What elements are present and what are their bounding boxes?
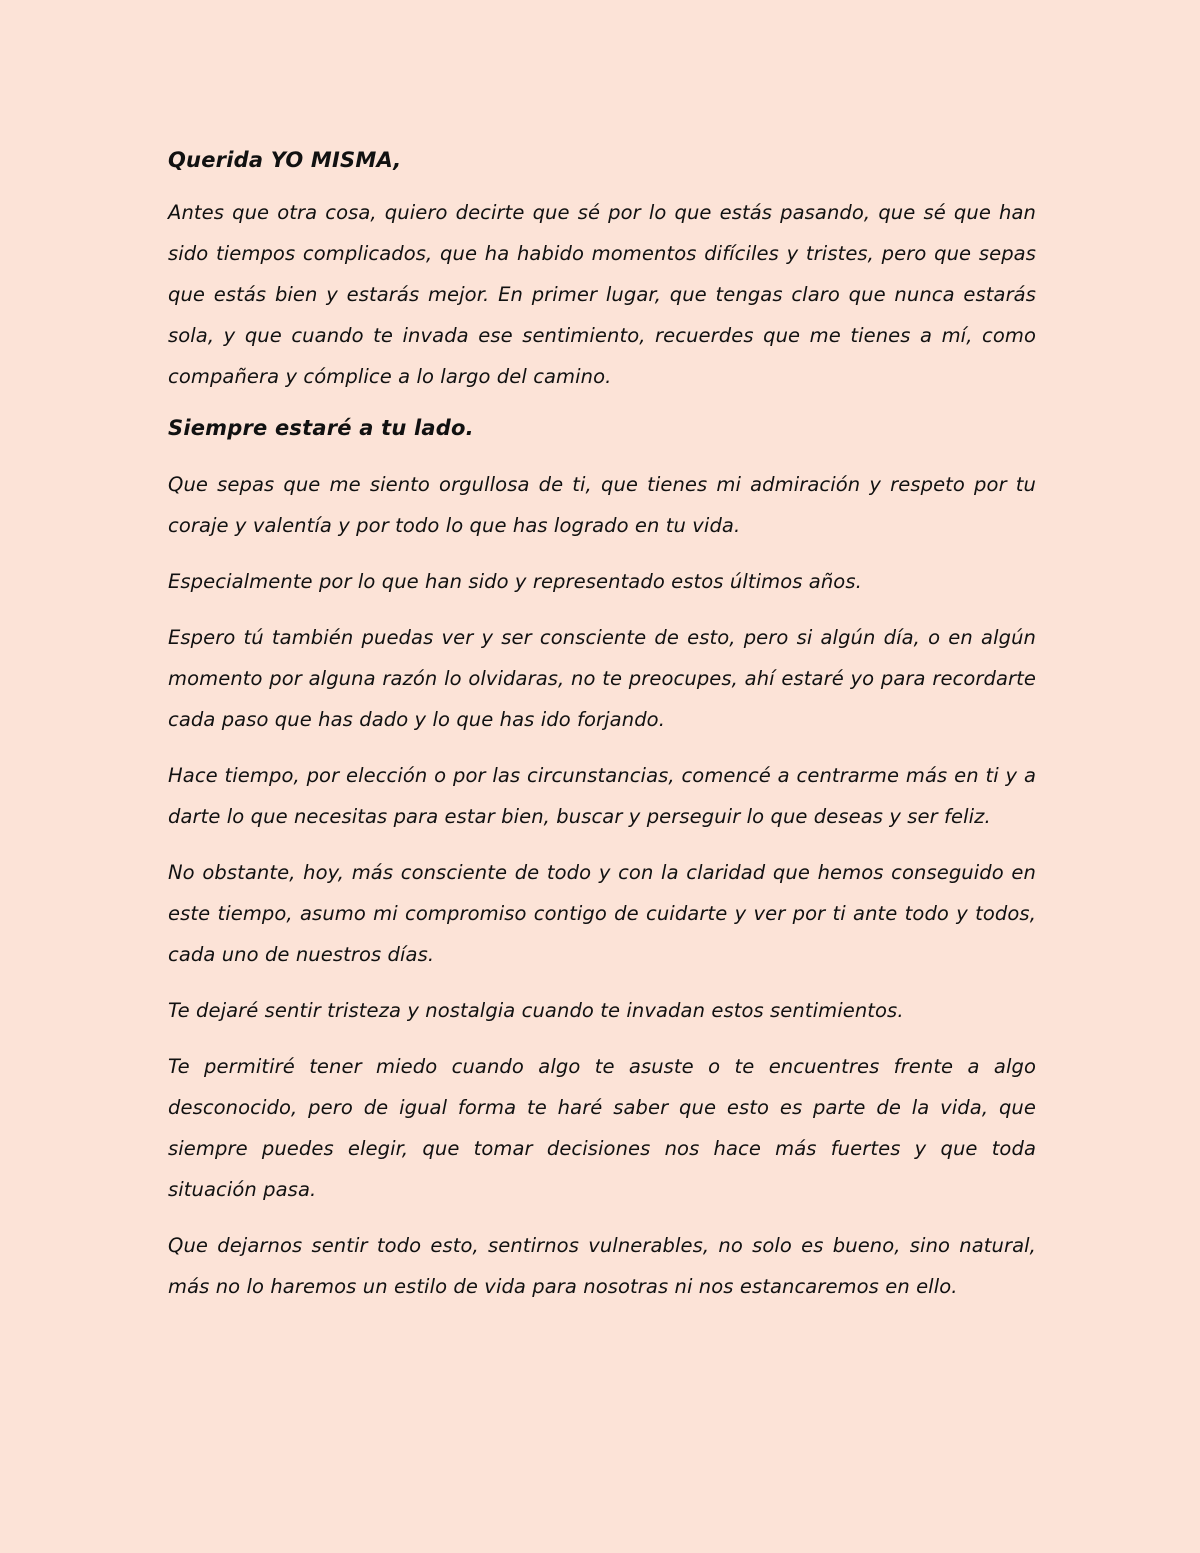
paragraph-commitment: No obstante, hoy, más consciente de todo y con la claridad que hemos conseguido en este tiempo, asumo mi compromiso contigo de cuidarte y ver por ti ante todo y todos, cada uno de nuestros días. (168, 861, 1036, 966)
paragraph-intro: Antes que otra cosa, quiero decirte que sé por lo que estás pasando, que sé que han sido tiempos complicados, que ha habido momentos difíciles y tristes, pero que sepas que estás bien y estarás mejor. En primer lugar, que tengas claro que nunca estarás sola, y que cuando te invada ese sentimiento, recuerdes que me tienes a mí, como compañera y cómplice a lo largo del camino. (168, 201, 1036, 388)
paragraph-sadness: Te dejaré sentir tristeza y nostalgia cuando te invadan estos sentimientos. (168, 999, 904, 1022)
letter-page (168, 140, 1036, 1307)
salutation: Querida YO MISMA, (168, 148, 402, 172)
paragraph-recent-years: Especialmente por lo que han sido y representado estos últimos años. (168, 570, 862, 593)
paragraph-remember: Espero tú también puedas ver y ser consciente de esto, pero si algún día, o en algún momento por alguna razón lo olvidaras, no te preocupes, ahí estaré yo para recordarte cada paso que has dado y lo que has ido forjando. (168, 626, 1036, 731)
paragraph-pride: Que sepas que me siento orgullosa de ti, que tienes mi admiración y respeto por tu coraje y valentía y por todo lo que has logrado en tu vida. (168, 473, 1036, 537)
paragraph-fear: Te permitiré tener miedo cuando algo te asuste o te encuentres frente a algo desconocido, pero de igual forma te haré saber que esto es parte de la vida, que siempre puedes elegir, que tomar decisiones nos hace más fuertes y que toda situación pasa. (168, 1055, 1036, 1201)
paragraph-focus: Hace tiempo, por elección o por las circunstancias, comencé a centrarme más en ti y a darte lo que necesitas para estar bien, buscar y perseguir lo que deseas y ser feliz. (168, 764, 1036, 828)
paragraph-vulnerable: Que dejarnos sentir todo esto, sentirnos vulnerables, no solo es bueno, sino natural, más no lo haremos un estilo de vida para nosotras ni nos estancaremos en ello. (168, 1234, 1036, 1298)
subheading: Siempre estaré a tu lado. (168, 416, 474, 440)
